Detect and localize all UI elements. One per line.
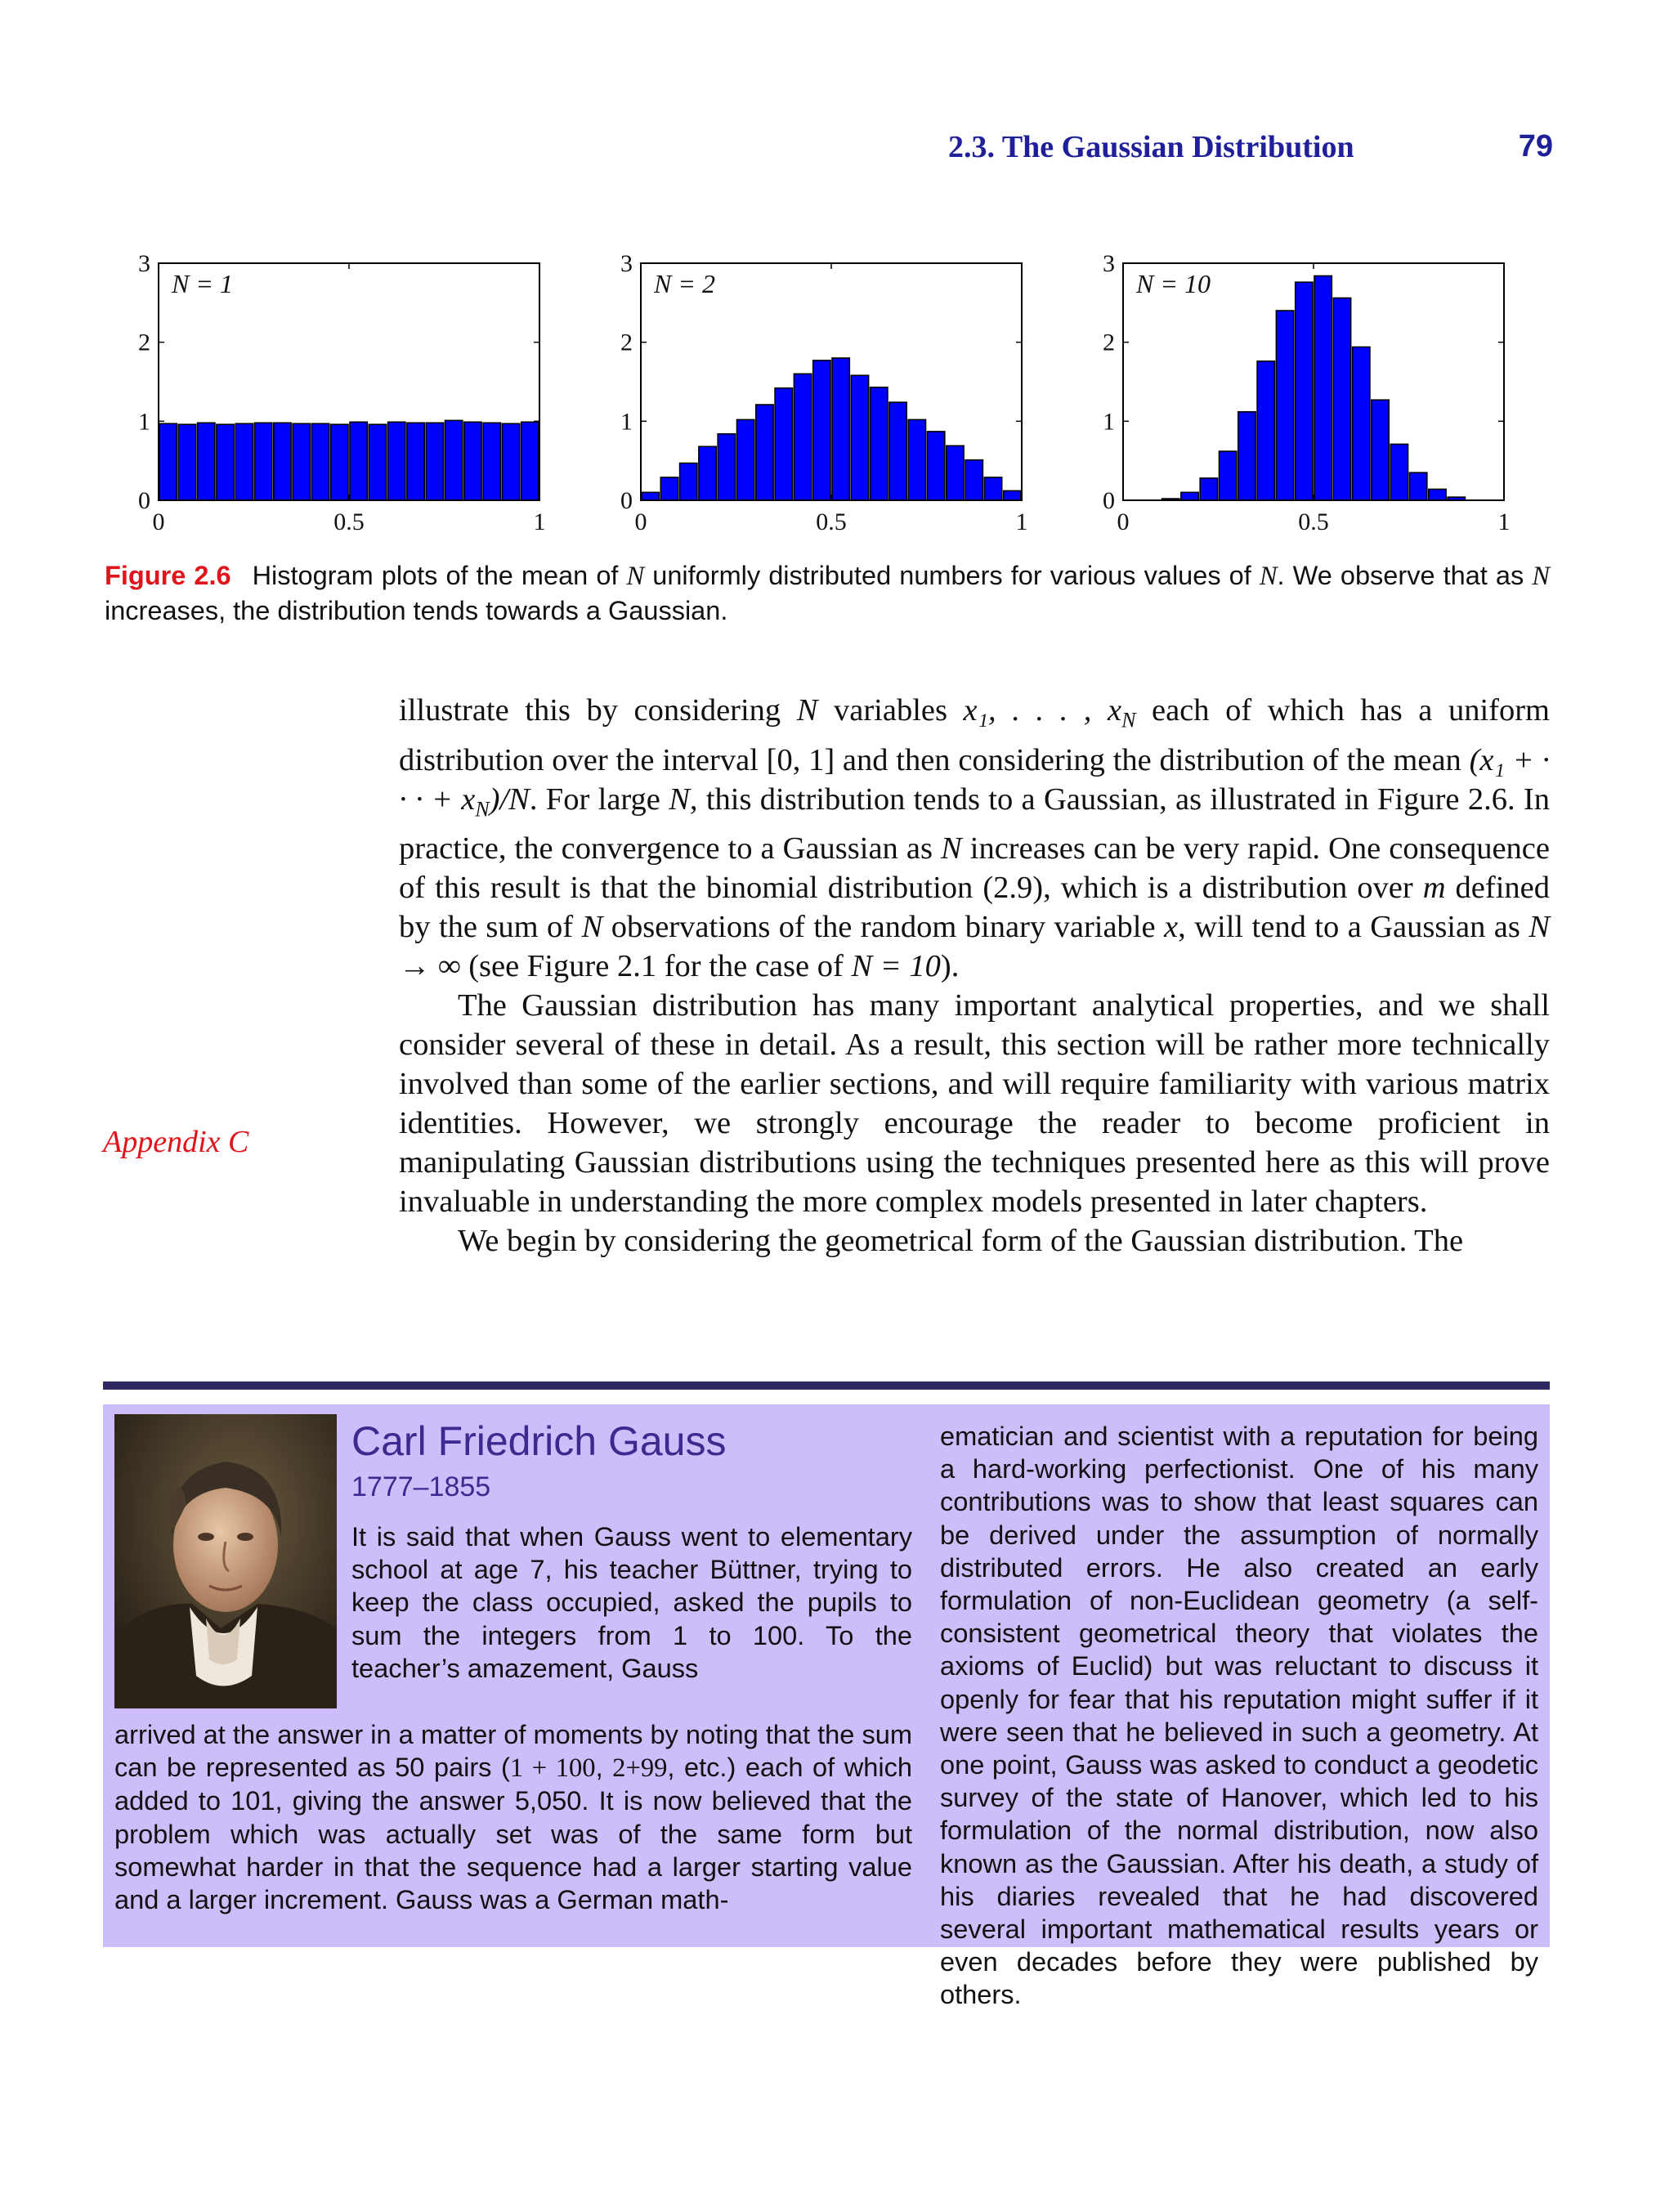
histogram-bar xyxy=(1181,492,1198,500)
histogram-bar xyxy=(331,424,348,500)
histogram-bar xyxy=(388,422,405,500)
x-tick-label: 0 xyxy=(152,508,165,535)
y-tick-label: 0 xyxy=(620,487,633,514)
y-tick-label: 3 xyxy=(138,250,150,277)
y-tick-label: 1 xyxy=(620,408,633,436)
histogram-bar xyxy=(311,423,329,500)
x-tick-label: 0.5 xyxy=(816,508,847,535)
math: N = 10 xyxy=(851,949,941,984)
text-run: and then considering the distribution of the mean xyxy=(835,742,1470,777)
histogram-n2 xyxy=(613,237,1071,556)
histogram-bar xyxy=(350,422,367,500)
y-tick-label: 1 xyxy=(138,408,150,436)
paragraph-2: The Gaussian distribution has many important analytical properties, and we shall consider several of these in detail. As a result, this section will be rather more technically involved than some of the earlier sections, and will require familiarity with various matrix identities. However, we strongly encourage the reader to become proficient in manipulating Gaussian distributions using the techniques presented here as this will prove invaluable in understanding the more complex models presented in later chapters. xyxy=(399,988,1550,1220)
x-tick-label: 1 xyxy=(1015,508,1028,535)
histogram-bar xyxy=(426,423,443,500)
histogram-bar xyxy=(1410,472,1427,500)
histogram-bar xyxy=(660,477,678,500)
caption-math: N xyxy=(1532,562,1551,591)
text-run: , this distribution tends to a Gaussian, as illustrated in Figure 2.6. In practice, the convergence to a Gaussian as xyxy=(399,781,1550,866)
histogram-bar xyxy=(293,423,310,500)
histogram-bar xyxy=(965,460,982,500)
histogram-bar xyxy=(1238,412,1256,500)
biography-text-top: It is said that when Gauss went to elementary school at age 7, his teacher Büttner, trying to keep the class occupied, asked the pupils to sum the integers from 1 to 100. To the teacher’s amazement, Gauss xyxy=(351,1521,912,1683)
histogram-bar xyxy=(274,423,291,500)
figure-caption xyxy=(105,558,1550,628)
paragraph-3: We begin by considering the geometrical form of the Gaussian distribution. The xyxy=(458,1224,1464,1259)
math: 2+99 xyxy=(612,1753,668,1784)
math: m xyxy=(1422,871,1446,906)
math-subscript: N xyxy=(475,797,490,822)
y-tick-label: 1 xyxy=(1103,408,1115,436)
page-number: 79 xyxy=(1518,129,1553,163)
histogram-bar xyxy=(1372,400,1389,500)
histogram-bar xyxy=(159,423,177,500)
histogram-bar xyxy=(464,422,481,500)
histogram-bar xyxy=(502,423,519,500)
histogram-n10 xyxy=(1095,237,1553,556)
caption-math: N xyxy=(626,562,645,591)
x-tick-label: 0.5 xyxy=(333,508,365,535)
histogram-n1 xyxy=(131,237,589,556)
histogram-bar xyxy=(198,423,215,500)
caption-text: increases, the distribution tends towards a Gaussian. xyxy=(105,596,728,625)
text-run: illustrate this by considering xyxy=(399,693,797,728)
caption-text: uniformly distributed numbers for various values of xyxy=(644,561,1260,590)
margin-note-appendix-c[interactable]: Appendix C xyxy=(103,1125,249,1159)
histogram-bar xyxy=(851,375,868,500)
histogram-bar xyxy=(871,387,888,500)
histogram-bar xyxy=(1200,478,1217,500)
histogram-bar xyxy=(775,388,792,500)
histogram-bar xyxy=(521,422,539,500)
y-tick-label: 3 xyxy=(620,250,633,277)
math: x₁, . . . , x xyxy=(963,693,1122,728)
plot-annotation: N = 2 xyxy=(654,269,715,298)
biography-box xyxy=(103,1404,1550,2010)
text-run: arrived at the answer in a matter of moments by noting that the sum can be represented as 50 pairs ( xyxy=(114,1719,913,1783)
text-run: variables xyxy=(817,693,964,728)
histogram-bar xyxy=(1314,275,1332,500)
paragraph-1 xyxy=(399,691,1550,986)
histogram-bar xyxy=(369,424,386,500)
caption-text: Histogram plots of the mean of xyxy=(252,561,627,590)
x-tick-label: 1 xyxy=(533,508,546,535)
histogram-bar xyxy=(642,492,659,500)
text-run: . For large xyxy=(529,781,669,817)
math: N → ∞ xyxy=(399,910,1550,984)
biography-name: Carl Friedrich Gauss xyxy=(351,1418,727,1464)
math: (x₁ + · · · + x xyxy=(399,742,1550,817)
histogram-bar xyxy=(718,434,735,500)
histogram-bar xyxy=(235,423,253,500)
histogram-bar xyxy=(178,424,195,500)
x-tick-label: 1 xyxy=(1497,508,1511,535)
histogram-bar xyxy=(737,419,754,500)
histogram-bar xyxy=(217,424,234,500)
histogram-bar xyxy=(947,446,964,500)
math: N xyxy=(941,831,962,866)
plot-frame xyxy=(159,263,539,500)
x-tick-label: 0.5 xyxy=(1298,508,1329,535)
running-head xyxy=(948,129,1553,170)
histogram-bar xyxy=(928,432,945,500)
y-tick-label: 2 xyxy=(620,329,633,356)
plot-frame xyxy=(1123,263,1504,500)
y-tick-label: 2 xyxy=(138,329,150,356)
histogram-bar xyxy=(889,402,906,500)
section-title: 2.3. The Gaussian Distribution xyxy=(948,130,1354,164)
text-run: ). xyxy=(940,949,960,984)
text-run: , will tend to a Gaussian as xyxy=(1178,910,1529,945)
y-tick-label: 2 xyxy=(1103,329,1115,356)
x-tick-label: 0 xyxy=(1117,508,1130,535)
y-tick-label: 3 xyxy=(1103,250,1115,277)
histogram-bar xyxy=(794,374,811,500)
gauss-portrait-image xyxy=(114,1414,337,1708)
histogram-bar xyxy=(445,420,463,500)
histogram-bar xyxy=(1296,282,1313,500)
histogram-bar xyxy=(483,423,500,500)
biography-text-right: ematician and scientist with a reputation for being a hard-working perfectionist. One of his many contributions was to show that least squares can be derived under the assumption of normally distributed errors. He also created an early formulation of non-Euclidean geometry (a self-consistent geometrical theory that violates the axioms of Euclid) but was reluctant to discuss it openly for fear that his reputation might suffer if it were seen that he believed in such a geometry. At one point, Gauss was asked to conduct a geodetic survey of the state of Hanover, which led to his formulation of the normal distribution, now also known as the Gaussian. After his death, a study of his diaries revealed that he had discovered several important mathematical results years or even decades before they were published by others. xyxy=(940,1421,1538,2010)
histogram-bar xyxy=(407,423,424,500)
histogram-bar xyxy=(1257,361,1274,500)
figure-label: Figure 2.6 xyxy=(105,561,231,590)
text-run: , etc.) each of which added to 101, giving the answer 5,050. It is now believed that the problem which was actually set was of the same form but somewhat harder in that the sequence had a larger starting value and a larger increment. Gauss was a German math- xyxy=(114,1752,912,1915)
math-subscript: N xyxy=(1121,708,1136,732)
histogram-bar xyxy=(1429,489,1446,500)
math: 1 + 100 xyxy=(509,1753,596,1784)
math: N xyxy=(796,693,818,728)
y-tick-label: 0 xyxy=(1103,487,1115,514)
math: N xyxy=(581,910,603,945)
histogram-bar xyxy=(1004,490,1021,500)
plot-frame xyxy=(641,263,1022,500)
plot-annotation: N = 10 xyxy=(1136,269,1211,298)
text-run: (see Figure 2.1 for the case of xyxy=(460,949,852,984)
histogram-bar xyxy=(1333,298,1350,500)
biography-years: 1777–1855 xyxy=(351,1471,491,1502)
y-tick-label: 0 xyxy=(138,487,150,514)
text-run: , xyxy=(595,1752,613,1783)
histogram-bar xyxy=(756,405,773,500)
histogram-bar xyxy=(1353,347,1370,500)
histogram-bar xyxy=(1390,444,1408,500)
caption-text: . We observe that as xyxy=(1277,561,1533,590)
math: )/N xyxy=(489,781,530,817)
x-tick-label: 0 xyxy=(634,508,647,535)
text-run: observations of the random binary variable xyxy=(602,910,1165,945)
text-run: each of which has a uniform distribution over the interval xyxy=(399,693,1550,777)
histogram-bar xyxy=(1276,311,1293,500)
biography-text-bottom xyxy=(114,1718,912,1916)
histogram-bar xyxy=(832,358,849,500)
histogram-bar xyxy=(1220,451,1237,500)
body-text xyxy=(399,691,1550,1260)
histogram-bar xyxy=(255,423,272,500)
section-rule xyxy=(103,1381,1550,1390)
histogram-bar xyxy=(813,360,830,500)
histogram-bar xyxy=(908,419,925,500)
histogram-bar xyxy=(984,477,1001,500)
plot-annotation: N = 1 xyxy=(172,269,233,298)
math: [0, 1] xyxy=(766,742,835,777)
math: N xyxy=(669,781,690,817)
histogram-bar xyxy=(699,446,716,500)
text-run: defined by the sum of xyxy=(399,871,1550,945)
text-run: increases can be very rapid. One consequence of this result is that the binomial distribution (2.9), which is a distribution over xyxy=(399,831,1550,906)
histogram-bar xyxy=(680,463,697,500)
caption-math: N xyxy=(1259,562,1278,591)
math: x xyxy=(1164,910,1179,945)
